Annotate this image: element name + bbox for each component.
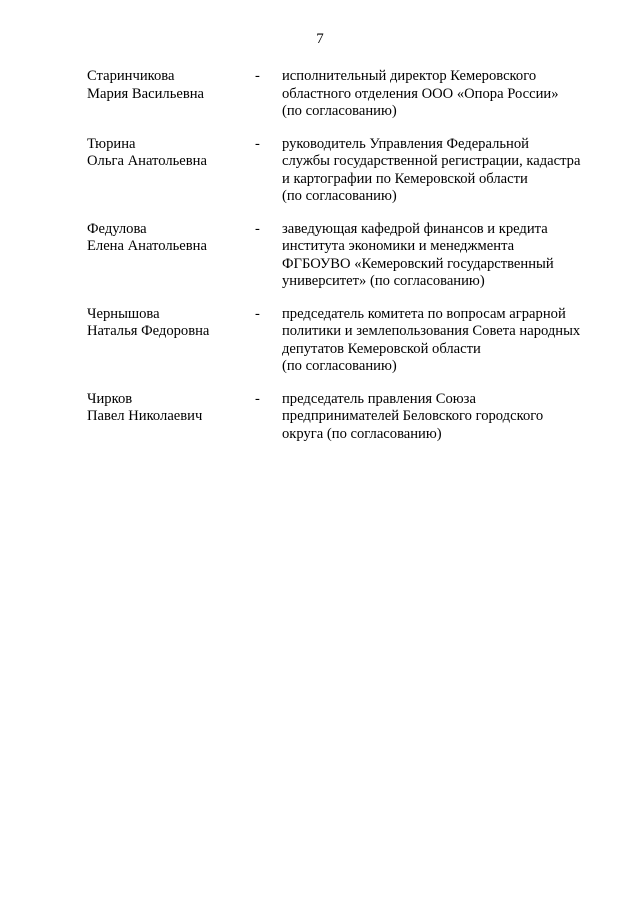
- member-entry: [87, 306, 607, 376]
- separator-dash: -: [255, 220, 260, 237]
- member-role-line: председатель комитета по вопросам аграрной: [282, 305, 566, 322]
- member-surname: Тюрина: [87, 135, 136, 152]
- member-role-line: ФГБОУВО «Кемеровский государственный: [282, 255, 554, 272]
- member-surname: Чирков: [87, 390, 133, 407]
- member-surname: Федулова: [87, 220, 147, 237]
- member-role-line: руководитель Управления Федеральной: [282, 135, 529, 152]
- member-role-line: председатель правления Союза: [282, 390, 476, 407]
- member-role-line: и картографии по Кемеровской области: [282, 170, 528, 187]
- separator-dash: -: [255, 305, 260, 322]
- members-list: [87, 68, 607, 458]
- member-role-line: службы государственной регистрации, кадастра: [282, 153, 581, 169]
- member-given-names: Наталья Федоровна: [87, 323, 210, 339]
- member-name: [87, 68, 255, 103]
- member-role: [282, 391, 602, 444]
- member-given-names: Мария Васильевна: [87, 85, 205, 102]
- member-given-names: Павел Николаевич: [87, 408, 203, 424]
- member-name: [87, 221, 255, 256]
- member-role-line: заведующая кафедрой финансов и кредита: [282, 220, 548, 237]
- separator-dash: -: [255, 68, 260, 84]
- member-name: [87, 391, 255, 426]
- member-entry: [87, 136, 607, 206]
- member-role-line: исполнительный директор Кемеровского: [282, 68, 537, 84]
- member-role-line: (по согласованию): [282, 358, 397, 374]
- member-entry: [87, 221, 607, 291]
- member-role: [282, 136, 602, 206]
- member-role-line: областного отделения ООО «Опора России»: [282, 85, 559, 102]
- member-given-names: Елена Анатольевна: [87, 238, 207, 254]
- separator-dash: -: [255, 135, 260, 152]
- member-name: [87, 136, 255, 171]
- member-role-line: депутатов Кемеровской области: [282, 340, 481, 357]
- member-role: [282, 68, 602, 121]
- member-given-names: Ольга Анатольевна: [87, 153, 207, 169]
- member-entry: [87, 68, 607, 121]
- member-role-line: предпринимателей Беловского городского: [282, 408, 544, 424]
- member-role-line: округа (по согласованию): [282, 425, 442, 442]
- separator-dash: -: [255, 390, 260, 407]
- member-role: [282, 306, 602, 376]
- member-name: [87, 306, 255, 341]
- member-role-line: политики и землепользования Совета народных: [282, 323, 581, 339]
- page-number: 7: [316, 31, 324, 47]
- member-role-line: (по согласованию): [282, 188, 397, 204]
- member-role: [282, 221, 602, 291]
- member-role-line: (по согласованию): [282, 103, 397, 119]
- member-entry: [87, 391, 607, 444]
- member-role-line: университет» (по согласованию): [282, 273, 485, 289]
- member-surname: Старинчикова: [87, 68, 175, 84]
- member-role-line: института экономики и менеджмента: [282, 238, 515, 254]
- member-surname: Чернышова: [87, 305, 160, 322]
